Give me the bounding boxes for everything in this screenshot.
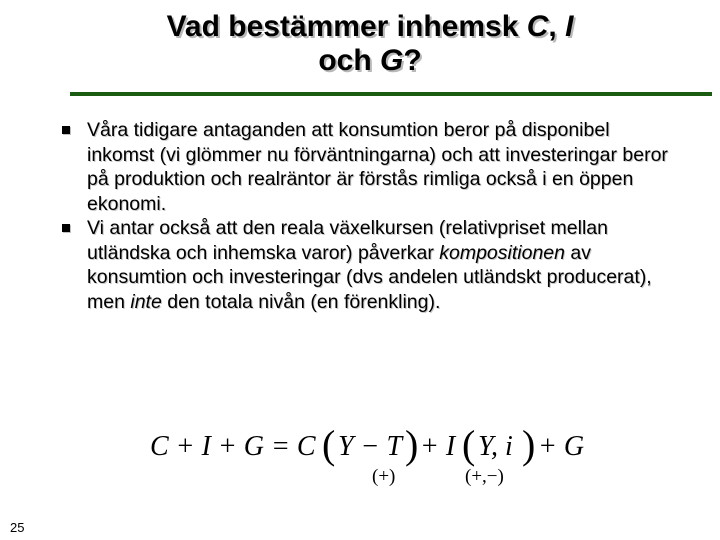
slide-title	[60, 10, 680, 78]
title-var-i: I	[565, 10, 574, 43]
equation-graphic	[150, 422, 600, 492]
title-var-g: G	[380, 44, 404, 77]
consumption-args: Y − T	[338, 431, 403, 462]
investment-args: Y, i	[478, 431, 513, 462]
consumption-sign: (+)	[372, 466, 396, 487]
bullet-text-2c: den totala nivån (en förenkling).	[161, 290, 441, 313]
bullet-text-2b: av konsumtion och investeringar (dvs andelen utländskt producerat), men	[87, 241, 652, 313]
title-divider	[70, 92, 712, 96]
close-paren-icon: )	[522, 422, 536, 467]
investment-sign: (+,−)	[465, 466, 504, 487]
square-bullet-icon	[62, 126, 70, 134]
open-paren-icon: (	[462, 422, 476, 467]
title-comma: ,	[548, 10, 566, 43]
plus-government: + G	[538, 431, 585, 462]
title-qmark: ?	[403, 44, 422, 77]
title-line-2	[60, 44, 680, 78]
title-text-2: och	[318, 44, 380, 77]
close-paren-icon: )	[405, 422, 419, 467]
bullet-text-2a: Vi antar också att den reala växelkursen (relativpriset mellan utländska och inhemska varor) påverkar	[87, 217, 608, 264]
title-var-c: C	[526, 10, 549, 43]
bullet-item-2	[62, 216, 672, 314]
equation	[150, 422, 600, 492]
title-text: Vad bestämmer inhemsk	[166, 10, 527, 43]
square-bullet-icon	[62, 224, 70, 232]
open-paren-icon: (	[322, 422, 336, 467]
bullet-emphasis-2: inte	[130, 290, 162, 313]
page-number: 25	[10, 520, 25, 535]
plus-investment: + I	[420, 431, 456, 462]
bullet-text-1: Våra tidigare antaganden att konsumtion beror på disponibel inkomst (vi glömmer nu förväntningarna) och att investeringar beror på produktion och realräntor är förstås rimliga också i en öppen ekonomi.	[87, 119, 668, 215]
bullet-item-1	[62, 118, 672, 216]
bullet-emphasis-1: kompositionen	[439, 241, 565, 264]
equation-lhs: C + I + G = C	[150, 431, 316, 462]
title-line-1	[60, 10, 680, 44]
bullet-list	[62, 118, 672, 314]
